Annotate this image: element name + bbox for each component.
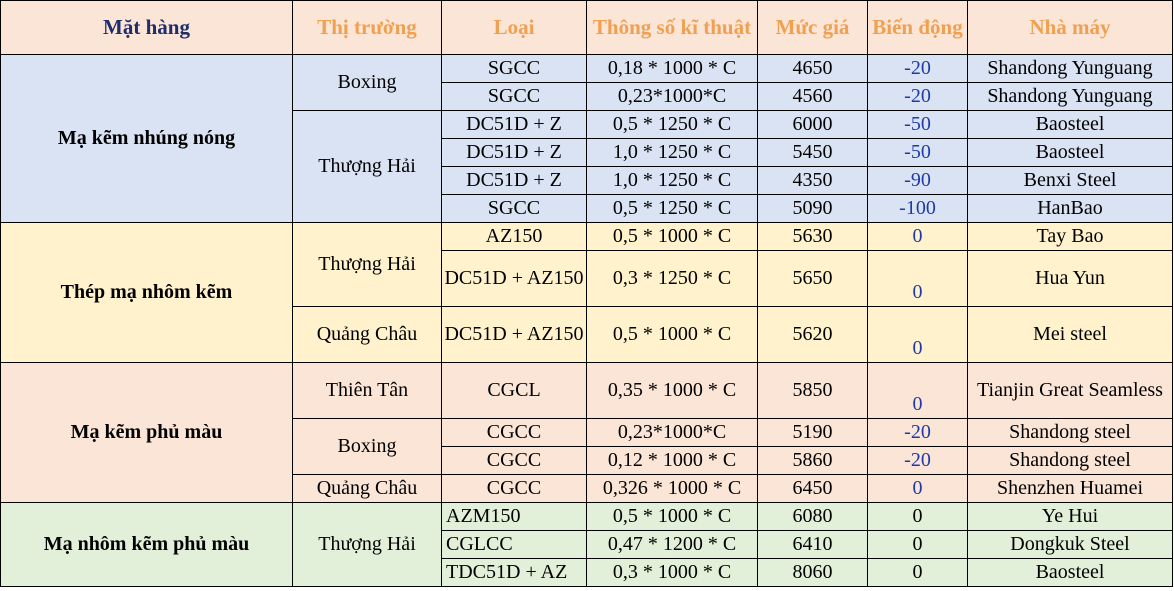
price-cell: 8060	[758, 559, 868, 587]
change-cell: -100	[868, 195, 968, 223]
price-cell: 6410	[758, 531, 868, 559]
table-row	[1, 55, 1173, 83]
factory-cell: Shenzhen Huamei	[968, 475, 1173, 503]
group-name: Mạ kẽm nhúng nóng	[1, 55, 293, 223]
type-cell: DC51D + Z	[442, 167, 587, 195]
type-cell: CGLCC	[442, 531, 587, 559]
header-thi-truong: Thị trường	[293, 1, 442, 55]
factory-cell: Mei steel	[968, 307, 1173, 363]
factory-cell: Dongkuk Steel	[968, 531, 1173, 559]
market-name: Boxing	[293, 419, 442, 475]
header-mat-hang: Mặt hàng	[1, 1, 293, 55]
spec-cell: 0,23*1000*C	[587, 419, 758, 447]
factory-cell: Shandong steel	[968, 447, 1173, 475]
factory-cell: Benxi Steel	[968, 167, 1173, 195]
spec-cell: 0,5 * 1250 * C	[587, 111, 758, 139]
price-cell: 6000	[758, 111, 868, 139]
spec-cell: 0,3 * 1250 * C	[587, 251, 758, 307]
type-cell: AZM150	[442, 503, 587, 531]
change-cell: 0	[868, 223, 968, 251]
type-cell: DC51D + AZ150	[442, 307, 587, 363]
factory-cell: HanBao	[968, 195, 1173, 223]
group-name: Mạ nhôm kẽm phủ màu	[1, 503, 293, 587]
market-name: Thượng Hải	[293, 111, 442, 223]
spec-cell: 0,18 * 1000 * C	[587, 55, 758, 83]
price-cell: 5450	[758, 139, 868, 167]
table-row	[1, 363, 1173, 419]
header-thong-so: Thông số kĩ thuật	[587, 1, 758, 55]
change-cell: 0	[868, 531, 968, 559]
type-cell: CGCL	[442, 363, 587, 419]
change-cell: -20	[868, 419, 968, 447]
type-cell: SGCC	[442, 195, 587, 223]
factory-cell: Shandong Yunguang	[968, 83, 1173, 111]
change-cell: 0	[868, 475, 968, 503]
change-cell: 0	[868, 363, 968, 419]
price-cell: 5860	[758, 447, 868, 475]
price-cell: 4650	[758, 55, 868, 83]
factory-cell: Baosteel	[968, 139, 1173, 167]
change-cell: -90	[868, 167, 968, 195]
change-cell: -50	[868, 111, 968, 139]
header-muc-gia: Mức giá	[758, 1, 868, 55]
price-cell: 5630	[758, 223, 868, 251]
market-name: Quảng Châu	[293, 307, 442, 363]
spec-cell: 0,5 * 1000 * C	[587, 307, 758, 363]
price-cell: 5850	[758, 363, 868, 419]
factory-cell: Baosteel	[968, 111, 1173, 139]
spec-cell: 0,47 * 1200 * C	[587, 531, 758, 559]
spec-cell: 0,3 * 1000 * C	[587, 559, 758, 587]
spec-cell: 0,326 * 1000 * C	[587, 475, 758, 503]
type-cell: TDC51D + AZ	[442, 559, 587, 587]
header-loai: Loại	[442, 1, 587, 55]
table-row	[1, 503, 1173, 531]
spec-cell: 1,0 * 1250 * C	[587, 139, 758, 167]
spec-cell: 0,5 * 1250 * C	[587, 195, 758, 223]
factory-cell: Hua Yun	[968, 251, 1173, 307]
group-name: Mạ kẽm phủ màu	[1, 363, 293, 503]
price-cell: 6080	[758, 503, 868, 531]
change-cell: 0	[868, 307, 968, 363]
type-cell: AZ150	[442, 223, 587, 251]
spec-cell: 0,5 * 1000 * C	[587, 503, 758, 531]
header-nha-may: Nhà máy	[968, 1, 1173, 55]
factory-cell: Ye Hui	[968, 503, 1173, 531]
price-cell: 5090	[758, 195, 868, 223]
market-name: Quảng Châu	[293, 475, 442, 503]
market-name: Thiên Tân	[293, 363, 442, 419]
type-cell: SGCC	[442, 55, 587, 83]
market-name: Thượng Hải	[293, 503, 442, 587]
type-cell: DC51D + AZ150	[442, 251, 587, 307]
type-cell: CGCC	[442, 419, 587, 447]
price-cell: 4350	[758, 167, 868, 195]
price-cell: 6450	[758, 475, 868, 503]
price-cell: 5650	[758, 251, 868, 307]
change-cell: 0	[868, 559, 968, 587]
price-cell: 5190	[758, 419, 868, 447]
factory-cell: Tianjin Great Seamless	[968, 363, 1173, 419]
change-cell: -50	[868, 139, 968, 167]
type-cell: CGCC	[442, 447, 587, 475]
factory-cell: Baosteel	[968, 559, 1173, 587]
price-cell: 4560	[758, 83, 868, 111]
header-row	[1, 1, 1173, 55]
change-cell: -20	[868, 447, 968, 475]
table-row	[1, 223, 1173, 251]
spec-cell: 0,5 * 1000 * C	[587, 223, 758, 251]
change-cell: -20	[868, 55, 968, 83]
group-name: Thép mạ nhôm kẽm	[1, 223, 293, 363]
type-cell: SGCC	[442, 83, 587, 111]
change-cell: -20	[868, 83, 968, 111]
type-cell: DC51D + Z	[442, 139, 587, 167]
market-name: Thượng Hải	[293, 223, 442, 307]
spec-cell: 0,35 * 1000 * C	[587, 363, 758, 419]
type-cell: DC51D + Z	[442, 111, 587, 139]
spec-cell: 1,0 * 1250 * C	[587, 167, 758, 195]
type-cell: CGCC	[442, 475, 587, 503]
price-cell: 5620	[758, 307, 868, 363]
change-cell: 0	[868, 503, 968, 531]
header-bien-dong: Biến động	[868, 1, 968, 55]
factory-cell: Tay Bao	[968, 223, 1173, 251]
factory-cell: Shandong Yunguang	[968, 55, 1173, 83]
spec-cell: 0,23*1000*C	[587, 83, 758, 111]
spec-cell: 0,12 * 1000 * C	[587, 447, 758, 475]
change-cell: 0	[868, 251, 968, 307]
market-name: Boxing	[293, 55, 442, 111]
factory-cell: Shandong steel	[968, 419, 1173, 447]
